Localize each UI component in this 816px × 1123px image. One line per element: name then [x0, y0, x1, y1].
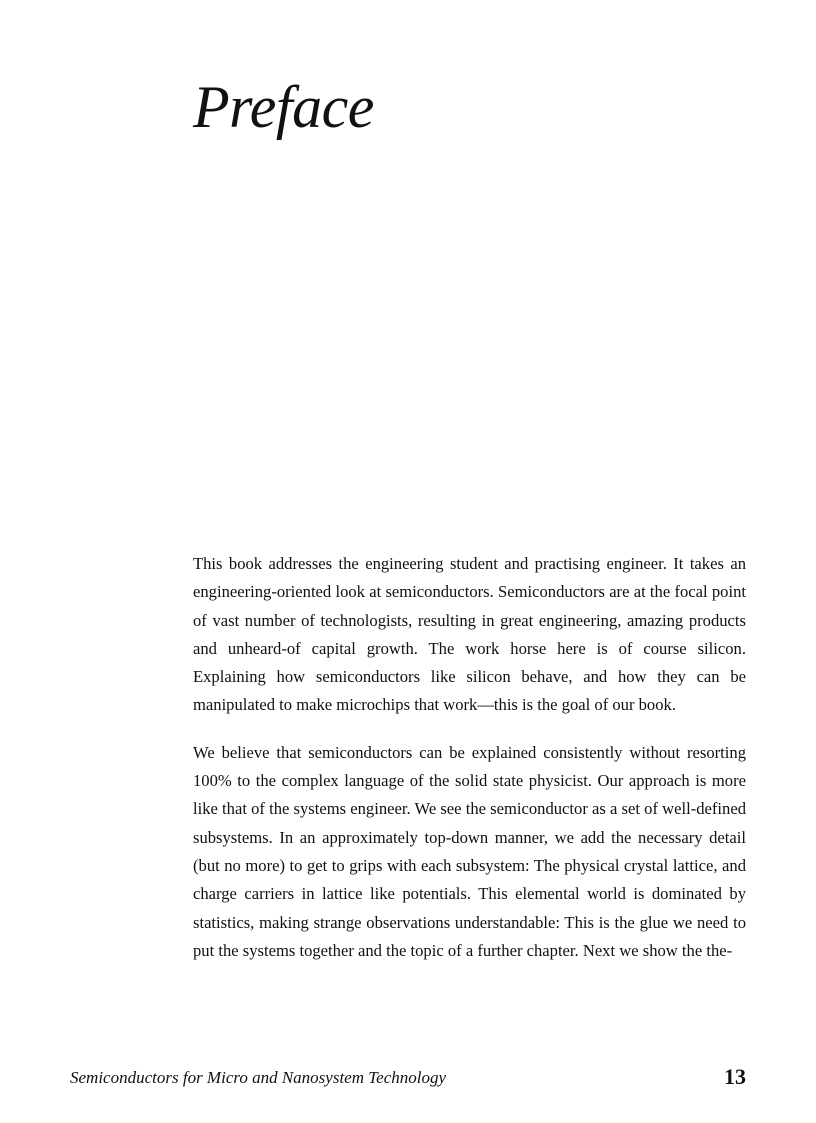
body-text: [193, 550, 746, 984]
paragraph-2: We believe that semiconductors can be explained consistently without resorting 100% to the complex language of the solid state physicist. Our approach is more like that of the systems engineer. We see the semiconductor as a set of well-defined subsystems. In an approximately top-down manner, we add the necessary detail (but no more) to get to grips with each subsystem: The physical crystal lattice, and charge carriers in lattice like potentials. This elemental world is dominated by statistics, making strange observations understandable: This is the glue we need to put the systems together and the topic of a further chapter. Next we show the the-: [193, 742, 746, 960]
paragraph-1: This book addresses the engineering student and practising engineer. It takes an engineering-oriented look at semiconductors. Semiconductors are at the focal point of vast number of technologists, resulting in great engineering, amazing products and unheard-of capital growth. The work horse here is of course silicon. Explaining how semiconductors like silicon behave, and how they can be manipulated to make microchips that work—this is the goal of our book.: [193, 554, 746, 715]
page-number: 13: [724, 1064, 746, 1089]
footer-book-title: Semiconductors for Micro and Nanosystem Technology: [70, 1068, 447, 1087]
page-title: Preface: [193, 74, 374, 140]
